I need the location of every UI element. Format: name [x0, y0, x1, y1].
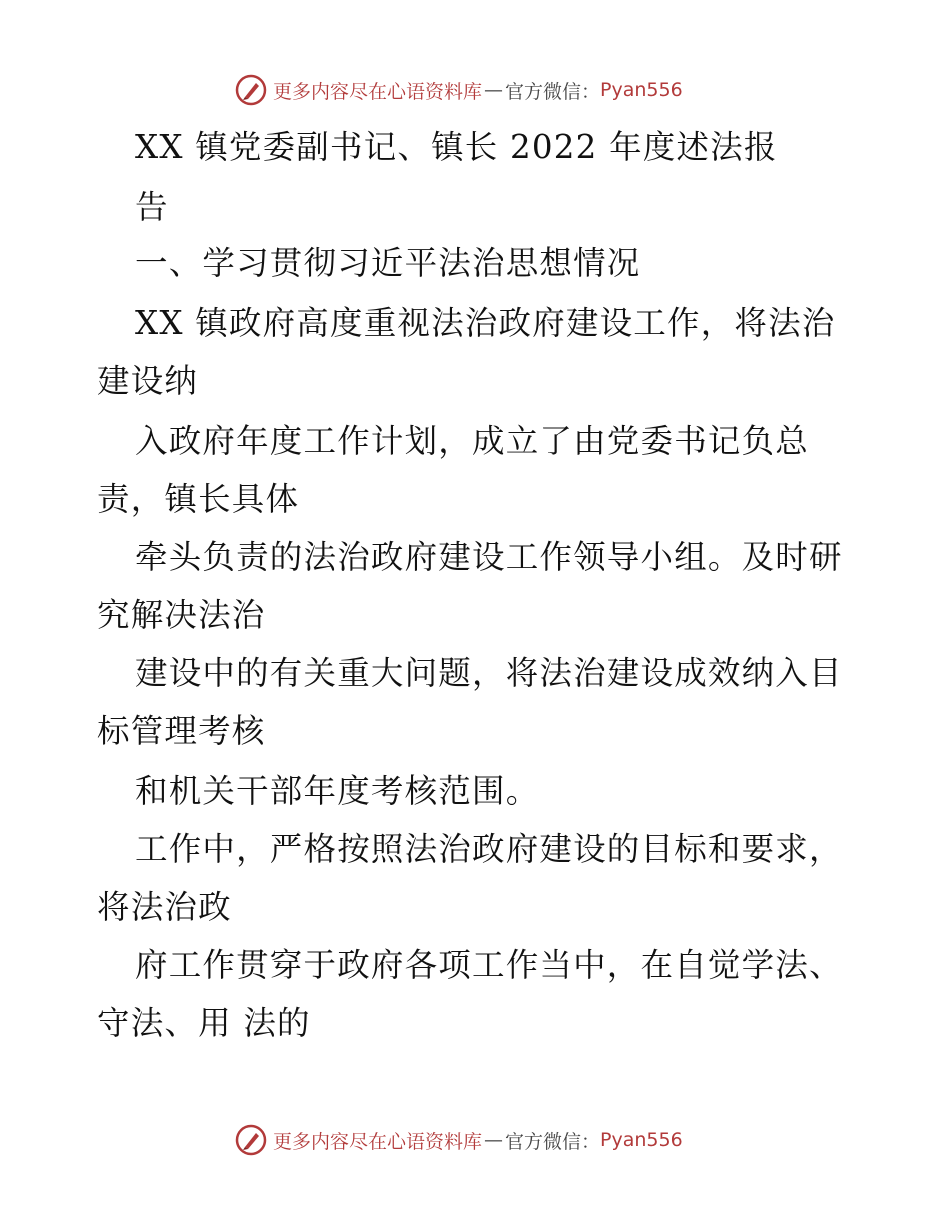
banner-main-text: 更多内容尽在心语资料库 [273, 80, 483, 103]
paragraph-line: 建设中的有关重大问题，将法治建设成效纳入目 [135, 654, 843, 692]
banner-wechat-id: Pyan556 [600, 1129, 683, 1151]
paragraph-line: 府工作贯穿于政府各项工作当中，在自觉学法、 [135, 946, 843, 984]
section-heading: 一、学习贯彻习近平法治思想情况 [135, 244, 641, 282]
banner-wechat-label: 官方微信： [505, 80, 601, 103]
footer-watermark-banner [235, 1122, 715, 1158]
pen-logo-icon [235, 1124, 267, 1156]
paragraph-line: 守法、用 法的 [97, 1004, 311, 1042]
paragraph-line: 牵头负责的法治政府建设工作领导小组。及时研 [135, 538, 843, 576]
banner-main-text: 更多内容尽在心语资料库 [273, 1130, 483, 1153]
paragraph-line: 究解决法治 [97, 596, 266, 634]
banner-separator: — [484, 1129, 504, 1151]
doc-title-line-2: 告 [135, 188, 169, 226]
banner-wechat-label: 官方微信： [505, 1130, 601, 1153]
banner-separator: — [484, 79, 504, 101]
doc-title-line-1: XX 镇党委副书记、镇长 2022 年度述法报 [135, 128, 778, 166]
paragraph-line: 标管理考核 [97, 712, 266, 750]
banner-wechat-id: Pyan556 [600, 79, 683, 101]
header-watermark-banner [235, 72, 715, 108]
paragraph-line: 工作中，严格按照法治政府建设的目标和要求， [135, 830, 843, 868]
pen-logo-icon [235, 74, 267, 106]
paragraph-line: 和机关干部年度考核范围。 [135, 772, 540, 810]
paragraph-line: 建设纳 [97, 362, 199, 400]
paragraph-line: 入政府年度工作计划，成立了由党委书记负总 [135, 422, 810, 460]
paragraph-line: 责，镇长具体 [97, 480, 300, 518]
paragraph-line: 将法治政 [97, 888, 232, 926]
paragraph-line: XX 镇政府高度重视法治政府建设工作，将法治 [135, 304, 836, 342]
